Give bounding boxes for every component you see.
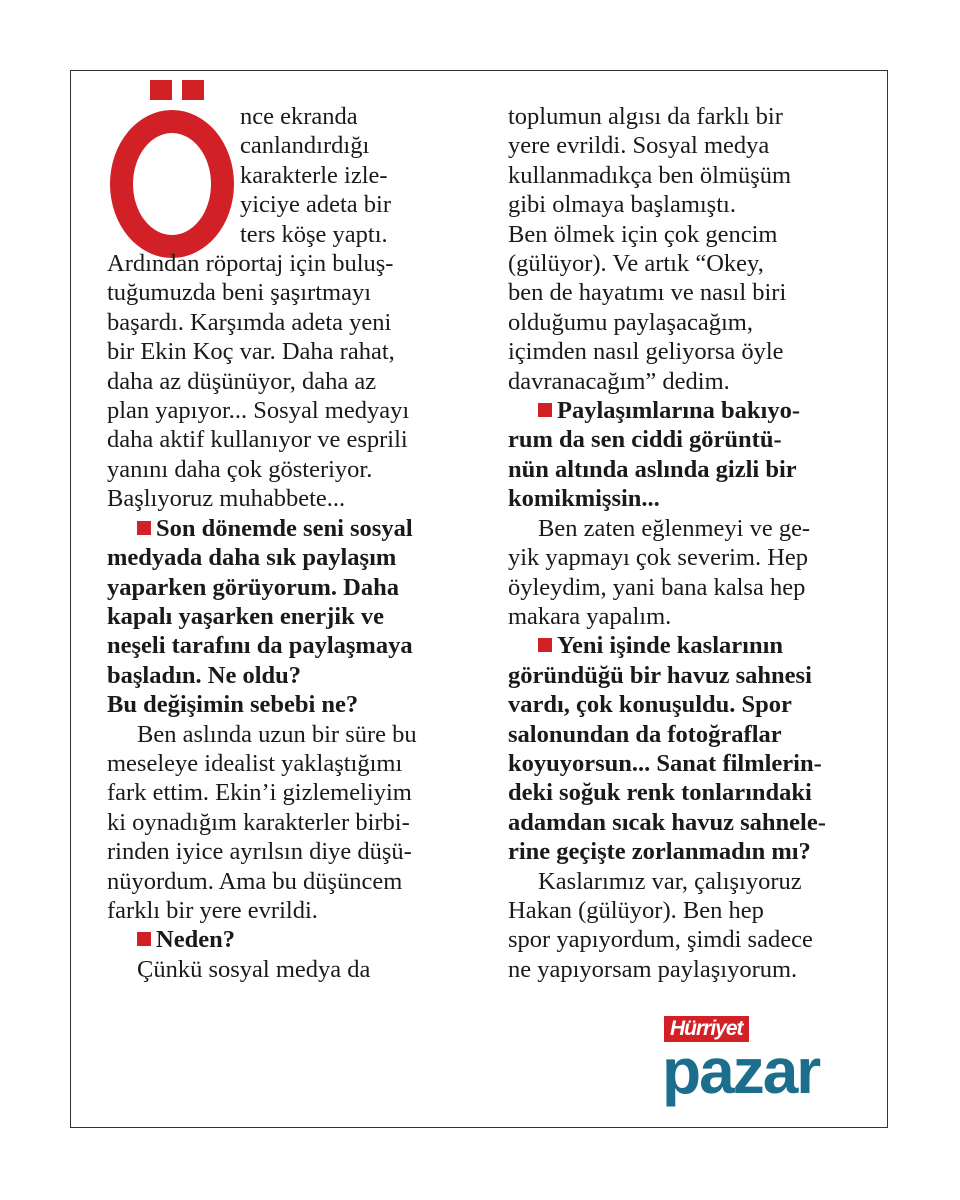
line-text: rinden iyice ayrılsın diye düşü-: [107, 838, 412, 866]
text-line: [107, 867, 457, 896]
line-text: (gülüyor). Ve artık “Okey,: [508, 250, 764, 278]
text-line: [107, 808, 457, 837]
question-line: [107, 661, 457, 690]
question-line: [508, 749, 848, 778]
text-line: [107, 337, 457, 366]
logo-brand: Hürriyet: [664, 1016, 749, 1042]
line-text: yik yapmayı çok severim. Hep: [508, 544, 809, 572]
text-line: [508, 102, 848, 131]
line-text: salonundan da fotoğraflar: [508, 720, 782, 748]
text-line: [508, 602, 848, 631]
article-column-right: [508, 102, 848, 984]
line-text: ters köşe yaptı.: [240, 220, 388, 248]
text-line: [508, 367, 848, 396]
question-line: [508, 690, 848, 719]
line-text: yaparken görüyorum. Daha: [107, 573, 399, 601]
question-line: [107, 543, 457, 572]
logo-section: pazar: [662, 1035, 820, 1107]
question-line: [107, 602, 457, 631]
line-text: rum da sen ciddi görüntü-: [508, 426, 782, 454]
question-line: [508, 837, 848, 866]
line-text: meseleye idealist yaklaştığımı: [107, 749, 403, 777]
text-line: [508, 543, 848, 572]
line-text: komikmişsin...: [508, 485, 660, 513]
text-line: [107, 749, 457, 778]
line-text: farklı bir yere evrildi.: [107, 896, 318, 924]
text-line: [508, 220, 848, 249]
line-text: yiciye adeta bir: [240, 191, 392, 219]
question-line: [107, 925, 457, 954]
line-text: medyada daha sık paylaşım: [107, 544, 397, 572]
text-line: [107, 896, 457, 925]
text-line: [508, 249, 848, 278]
dropcap-text-line: [107, 161, 457, 190]
question-line: [508, 425, 848, 454]
line-text: göründüğü bir havuz sahnesi: [508, 661, 812, 689]
line-text: gibi olmaya başlamıştı.: [508, 191, 736, 219]
line-text: ne yapıyorsam paylaşıyorum.: [508, 955, 798, 983]
text-line: [508, 925, 848, 954]
line-text: koyuyorsun... Sanat filmlerin-: [508, 749, 822, 777]
text-line: [107, 778, 457, 807]
text-line: [508, 190, 848, 219]
article-column-left: [107, 102, 457, 984]
dropcap-text-line: [107, 220, 457, 249]
line-text: Ben aslında uzun bir süre bu: [137, 720, 417, 748]
question-line: [107, 573, 457, 602]
text-line: [508, 308, 848, 337]
answer-line: [508, 867, 848, 896]
red-square-bullet-icon: [538, 403, 552, 417]
line-text: plan yapıyor... Sosyal medyayı: [107, 397, 410, 425]
line-text: kapalı yaşarken enerjik ve: [107, 602, 384, 630]
line-text: Yeni işinde kaslarının: [557, 632, 784, 660]
text-line: [107, 455, 457, 484]
text-line: [107, 249, 457, 278]
line-text: olduğumu paylaşacağım,: [508, 308, 753, 336]
line-text: Ardından röportaj için buluş-: [107, 250, 394, 278]
dropcap-dot-left: [150, 80, 172, 100]
line-text: Ben zaten eğlenmeyi ve ge-: [538, 514, 811, 542]
line-text: öyleydim, yani bana kalsa hep: [508, 573, 806, 601]
text-line: [508, 896, 848, 925]
line-text: başladın. Ne oldu?: [107, 661, 302, 689]
line-text: daha aktif kullanıyor ve esprili: [107, 426, 408, 454]
question-line: [508, 720, 848, 749]
text-line: [508, 278, 848, 307]
text-line: [107, 396, 457, 425]
line-text: nce ekranda: [240, 103, 358, 130]
line-text: Son dönemde seni sosyal: [156, 514, 413, 542]
answer-line: [107, 720, 457, 749]
question-line: [107, 514, 457, 543]
line-text: karakterle izle-: [240, 161, 388, 189]
line-text: fark ettim. Ekin’i gizlemeliyim: [107, 779, 412, 807]
line-text: deki soğuk renk tonlarındaki: [508, 779, 812, 807]
line-text: bir Ekin Koç var. Daha rahat,: [107, 338, 395, 366]
line-text: içimden nasıl geliyorsa öyle: [508, 338, 784, 366]
text-line: [107, 484, 457, 513]
line-text: Paylaşımlarına bakıyo-: [557, 397, 800, 425]
line-text: canlandırdığı: [240, 132, 370, 160]
line-text: toplumun algısı da farklı bir: [508, 103, 783, 130]
line-text: ben de hayatımı ve nasıl biri: [508, 279, 787, 307]
question-line: [107, 690, 457, 719]
line-text: Başlıyoruz muhabbete...: [107, 485, 346, 513]
line-text: makara yapalım.: [508, 602, 672, 630]
dropcap-text-line: [107, 102, 457, 131]
line-text: adamdan sıcak havuz sahnele-: [508, 808, 826, 836]
line-text: Ben ölmek için çok gencim: [508, 220, 778, 248]
answer-line: [107, 955, 457, 984]
red-square-bullet-icon: [137, 932, 151, 946]
line-text: Neden?: [156, 926, 235, 954]
line-text: Kaslarımız var, çalışıyoruz: [538, 867, 802, 895]
line-text: yere evrildi. Sosyal medya: [508, 132, 770, 160]
line-text: Çünkü sosyal medya da: [137, 955, 371, 983]
red-square-bullet-icon: [137, 521, 151, 535]
line-text: tuğumuzda beni şaşırtmayı: [107, 279, 371, 307]
text-line: [107, 837, 457, 866]
text-line: [107, 425, 457, 454]
question-line: [107, 631, 457, 660]
hurriyet-pazar-logo: [664, 1016, 864, 1108]
line-text: yanını daha çok gösteriyor.: [107, 455, 373, 483]
text-line: [107, 278, 457, 307]
line-text: neşeli tarafını da paylaşmaya: [107, 632, 413, 660]
text-line: [107, 308, 457, 337]
question-line: [508, 778, 848, 807]
question-line: [508, 808, 848, 837]
question-line: [508, 396, 848, 425]
dropcap-dot-right: [182, 80, 204, 100]
line-text: spor yapıyordum, şimdi sadece: [508, 926, 813, 954]
line-text: ki oynadığım karakterler birbi-: [107, 808, 410, 836]
line-text: rine geçişte zorlanmadın mı?: [508, 838, 811, 866]
text-line: [508, 573, 848, 602]
line-text: Bu değişimin sebebi ne?: [107, 691, 359, 719]
line-text: başardı. Karşımda adeta yeni: [107, 308, 392, 336]
dropcap-text-line: [107, 190, 457, 219]
red-square-bullet-icon: [538, 638, 552, 652]
line-text: Hakan (gülüyor). Ben hep: [508, 896, 764, 924]
question-line: [508, 661, 848, 690]
text-line: [107, 367, 457, 396]
text-line: [508, 955, 848, 984]
line-text: davranacağım” dedim.: [508, 367, 730, 395]
line-text: daha az düşünüyor, daha az: [107, 367, 377, 395]
dropcap-text-line: [107, 131, 457, 160]
question-line: [508, 631, 848, 660]
text-line: [508, 337, 848, 366]
line-text: nüyordum. Ama bu düşüncem: [107, 867, 403, 895]
line-text: kullanmadıkça ben ölmüşüm: [508, 161, 792, 189]
answer-line: [508, 514, 848, 543]
line-text: vardı, çok konuşuldu. Spor: [508, 691, 792, 719]
text-line: [508, 131, 848, 160]
text-line: [508, 161, 848, 190]
question-line: [508, 484, 848, 513]
question-line: [508, 455, 848, 484]
line-text: nün altında aslında gizli bir: [508, 455, 797, 483]
